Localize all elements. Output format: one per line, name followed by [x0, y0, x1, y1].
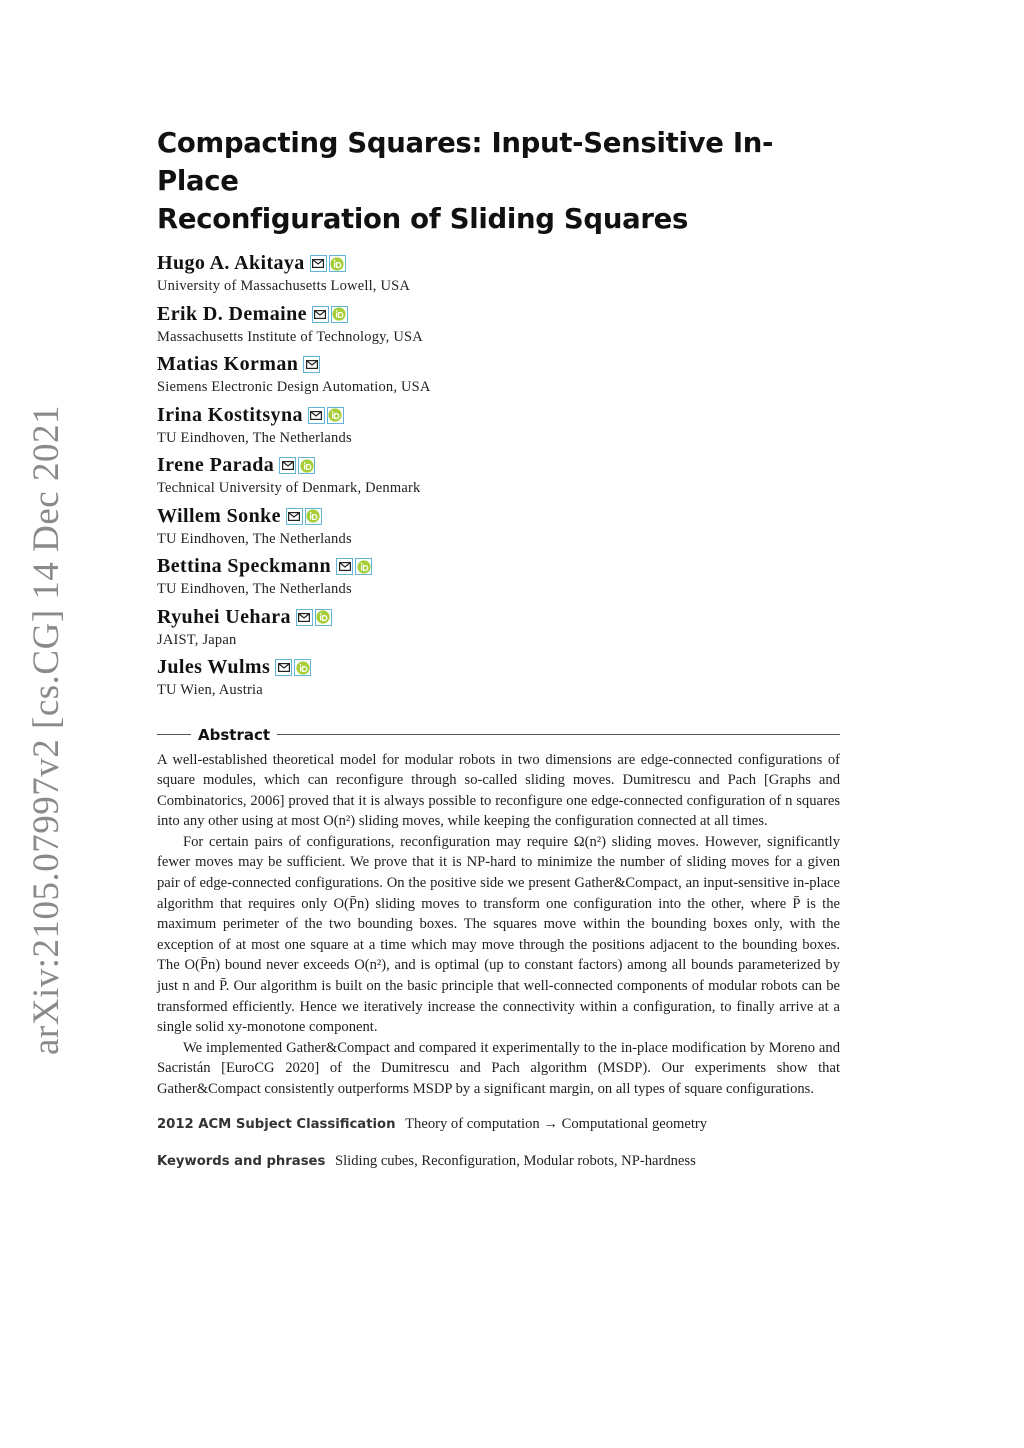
author-name: Matias Korman — [157, 353, 299, 375]
author-affiliation: University of Massachusetts Lowell, USA — [157, 278, 411, 294]
email-icon[interactable] — [275, 659, 292, 676]
author-affiliation: TU Eindhoven, The Netherlands — [157, 581, 352, 597]
author-entry — [157, 351, 840, 402]
author-name: Ryuhei Uehara — [157, 605, 291, 628]
author-affiliation: TU Eindhoven, The Netherlands — [157, 530, 352, 547]
abstract-paragraph-2: For certain pairs of configurations, reconfiguration may require Ω(n²) sliding moves. However, significantly fewer moves may be sufficient. We prove that it is NP-hard to minimize the number of sliding moves for a given pair of edge-connected configurations. On the positive side we present Gather&Compact, an input-sensitive in-place algorithm that requires only O(P̄n) sliding moves to transform one configuration into the other, where P̄ is the maximum perimeter of the two bounding boxes. The squares move within the bounding boxes only, with the exception of at most one square at a time which may move through the positions adjacent to the bounding boxes. The O(P̄n) bound never exceeds O(n²), and is optimal (up to constant factors) among all bounds parameterized by just n and P̄. Our algorithm is built on the basic principle that well-connected components of modular robots can be transformed efficiently. Hence we iteratively increase the connectivity within a configuration, to finally arrive at a single solid xy-monotone component. — [157, 833, 840, 1036]
author-name: Erik D. Demaine — [157, 302, 307, 325]
orcid-icon[interactable] — [294, 659, 311, 676]
orcid-icon[interactable] — [327, 407, 344, 424]
author-affiliation: Siemens Electronic Design Automation, USA — [157, 379, 431, 395]
acm-classification — [157, 1114, 840, 1135]
author-affiliation: TU Wien, Austria — [157, 682, 263, 698]
title-line-2: Reconfiguration of Sliding Squares — [157, 203, 689, 235]
author-entry — [157, 553, 840, 604]
author-name-line — [157, 452, 840, 479]
author-name: Irina Kostitsyna — [157, 403, 303, 426]
author-name: Jules Wulms — [157, 656, 271, 678]
author-list — [157, 250, 840, 705]
author-name: Irene Parada — [157, 454, 275, 476]
author-name-line — [157, 301, 840, 328]
orcid-icon[interactable] — [331, 306, 348, 323]
author-entry — [157, 503, 840, 554]
acm-classification-text: Theory of computation → Computational geometry — [405, 1115, 708, 1132]
acm-classification-label: 2012 ACM Subject Classification — [157, 1116, 396, 1132]
paper-front-page — [157, 124, 840, 1172]
email-icon[interactable] — [308, 407, 325, 424]
abstract-header — [157, 725, 840, 745]
author-affiliation: Massachusetts Institute of Technology, USA — [157, 328, 423, 345]
orcid-icon[interactable] — [298, 457, 315, 474]
email-icon[interactable] — [303, 356, 320, 373]
email-icon[interactable] — [336, 558, 353, 575]
arxiv-identifier: arXiv:2105.07997v2 [cs.CG] 14 Dec 2021 — [26, 405, 67, 1055]
author-icons — [275, 659, 311, 676]
author-name-line — [157, 351, 840, 378]
author-name: Willem Sonke — [157, 504, 281, 527]
author-affiliation: JAIST, Japan — [157, 631, 237, 648]
author-icons — [303, 356, 320, 373]
email-icon[interactable] — [312, 306, 329, 323]
abstract-rule-left — [157, 734, 191, 735]
abstract-body — [157, 750, 840, 1100]
author-name-line — [157, 553, 840, 580]
email-icon[interactable] — [279, 457, 296, 474]
email-icon[interactable] — [296, 609, 313, 626]
title-line-1: Compacting Squares: Input-Sensitive In-Place — [157, 127, 774, 197]
author-affiliation: TU Eindhoven, The Netherlands — [157, 429, 352, 446]
abstract-paragraph-1: A well-established theoretical model for modular robots in two dimensions are edge-connected configurations of square modules, which can reconfigure through so-called sliding moves. Dumitrescu and Pach [Graphs and Combinatorics, 2006] proved that it is always possible to reconfigure one edge-connected configuration of n squares into any other using at most O(n²) sliding moves, while keeping the configuration connected at all times. — [157, 751, 840, 830]
author-icons — [310, 255, 346, 272]
author-name-line — [157, 604, 840, 631]
author-entry — [157, 604, 840, 655]
author-name-line — [157, 250, 840, 277]
author-name-line — [157, 503, 840, 530]
paper-title — [157, 124, 840, 238]
abstract-rule-right — [277, 734, 840, 735]
email-icon[interactable] — [286, 508, 303, 525]
abstract-heading: Abstract — [198, 725, 271, 744]
author-name: Hugo A. Akitaya — [157, 252, 305, 274]
keywords — [157, 1151, 840, 1172]
author-affiliation: Technical University of Denmark, Denmark — [157, 480, 421, 496]
author-icons — [286, 508, 322, 525]
orcid-icon[interactable] — [305, 508, 322, 525]
author-icons — [336, 558, 372, 575]
author-name-line — [157, 654, 840, 681]
orcid-icon[interactable] — [329, 255, 346, 272]
orcid-icon[interactable] — [355, 558, 372, 575]
author-icons — [296, 609, 332, 626]
orcid-icon[interactable] — [315, 609, 332, 626]
author-icons — [312, 306, 348, 323]
email-icon[interactable] — [310, 255, 327, 272]
author-icons — [308, 407, 344, 424]
author-name-line — [157, 402, 840, 429]
author-name: Bettina Speckmann — [157, 555, 332, 577]
author-entry — [157, 301, 840, 352]
author-entry — [157, 654, 840, 705]
author-entry — [157, 402, 840, 453]
author-entry — [157, 250, 840, 301]
abstract-paragraph-3: We implemented Gather&Compact and compared it experimentally to the in-place modification by Moreno and Sacristán [EuroCG 2020] of the Dumitrescu and Pach algorithm (MSDP). Our experiments show that Gather&Compact consistently outperforms MSDP by a significant margin, on all types of square configurations. — [157, 1039, 840, 1097]
keywords-text: Sliding cubes, Reconfiguration, Modular robots, NP-hardness — [335, 1152, 696, 1169]
author-entry — [157, 452, 840, 503]
author-icons — [279, 457, 315, 474]
keywords-label: Keywords and phrases — [157, 1153, 326, 1169]
